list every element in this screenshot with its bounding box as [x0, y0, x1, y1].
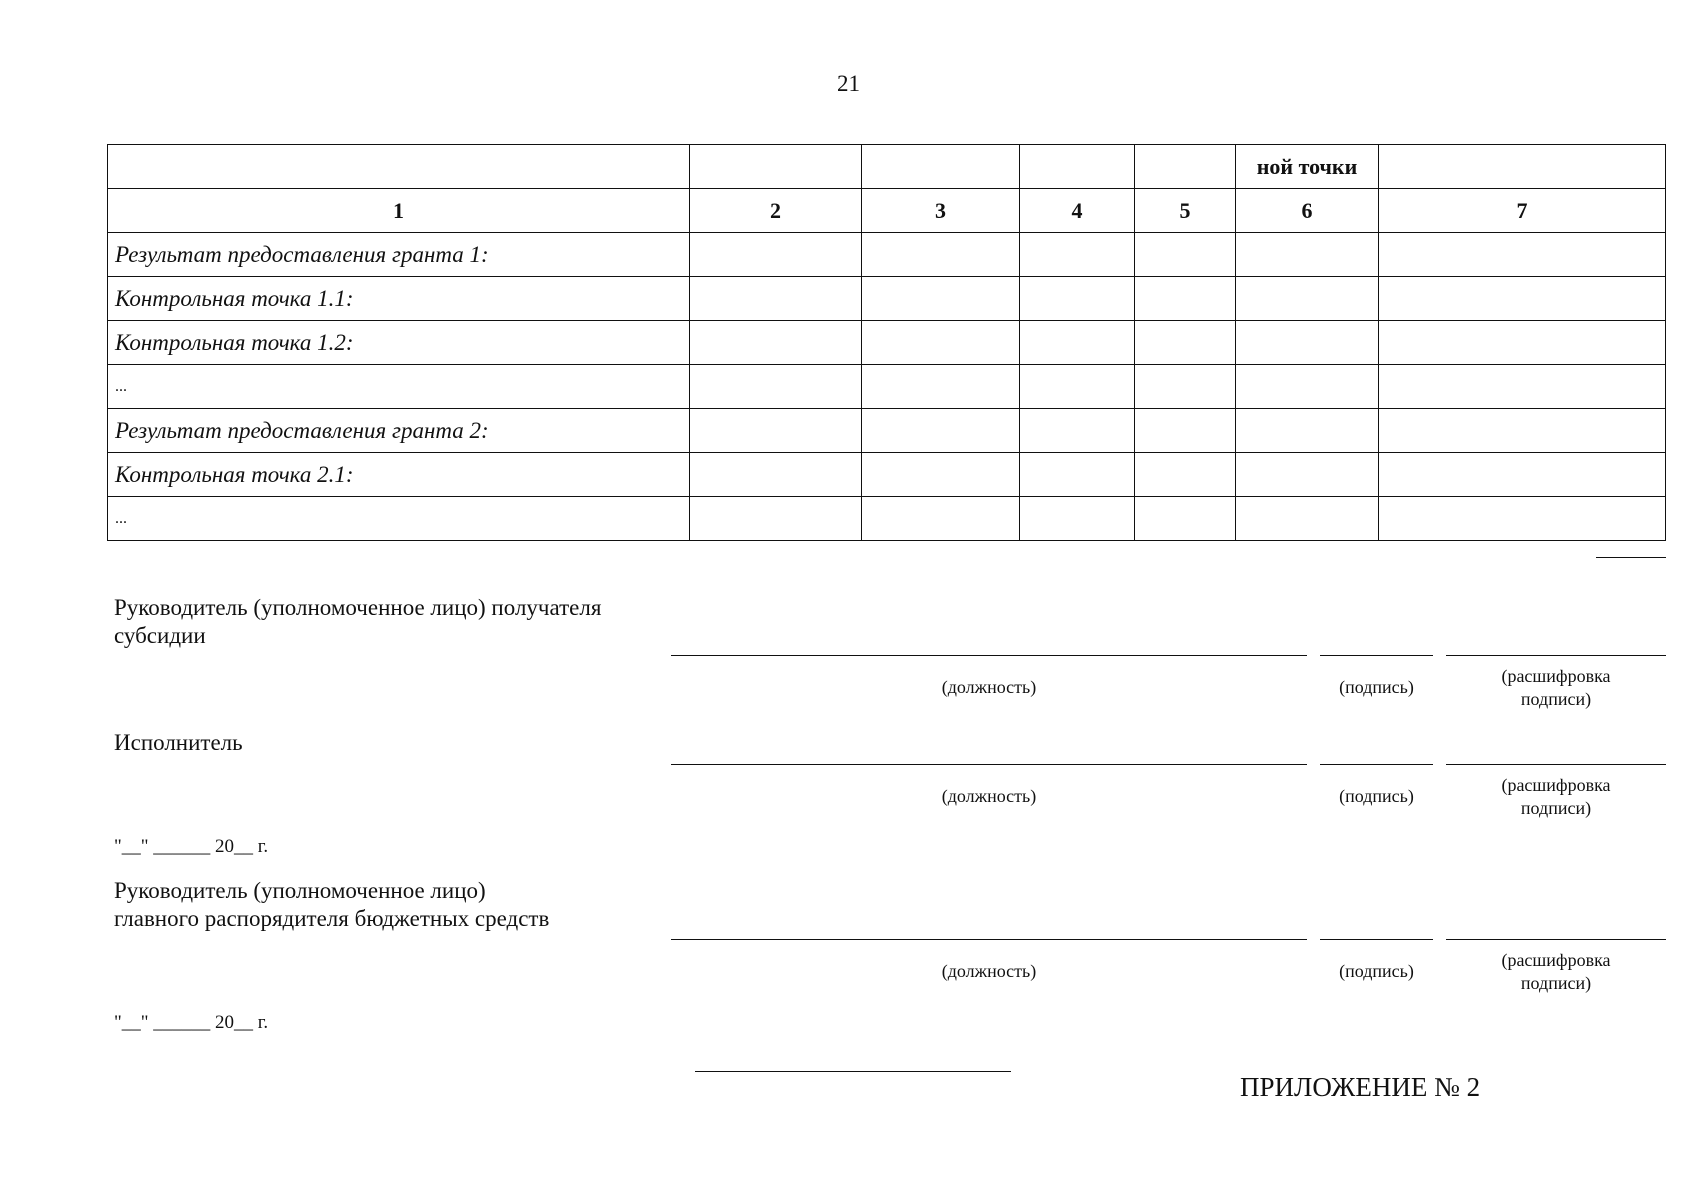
- date-field[interactable]: "__" ______ 20__ г.: [114, 836, 269, 857]
- column-number-cell: 6: [1236, 189, 1379, 233]
- table-cell: [1236, 233, 1379, 277]
- signature-caption: (подпись): [1339, 677, 1414, 697]
- decoding-caption-line2: подписи): [1520, 798, 1592, 818]
- table-cell: [1236, 497, 1379, 541]
- decoding-caption: [1446, 665, 1666, 711]
- report-table: [107, 144, 1666, 541]
- table-cell: [862, 233, 1020, 277]
- table-bottom-rule: [1596, 557, 1666, 558]
- table-cell: [1135, 497, 1236, 541]
- gr-head-label-line2: главного распорядителя бюджетных средств: [114, 906, 550, 931]
- header-cell: ной точки: [1236, 145, 1379, 189]
- table-cell: [862, 453, 1020, 497]
- decoding-caption-line1: (расшифровка: [1501, 775, 1611, 795]
- recipient-head-label-line2: субсидии: [114, 623, 206, 648]
- recipient-head-label-line1: Руководитель (уполномоченное лицо) получателя: [114, 595, 602, 620]
- header-cell: [690, 145, 862, 189]
- control-point-label: Контрольная точка 2.1:: [108, 453, 690, 497]
- table-row: [108, 409, 1666, 453]
- control-point-label: Контрольная точка 1.2:: [108, 321, 690, 365]
- ellipsis-label: ...: [108, 365, 690, 409]
- header-cell: [1020, 145, 1135, 189]
- table-row: [108, 321, 1666, 365]
- signature-caption: (подпись): [1339, 786, 1414, 806]
- gr-head-label: [114, 877, 549, 933]
- table-cell: [862, 409, 1020, 453]
- table-cell: [1135, 409, 1236, 453]
- control-point-label: Контрольная точка 1.1:: [108, 277, 690, 321]
- table-cell: [862, 321, 1020, 365]
- decoding-signature-line[interactable]: [1446, 655, 1666, 656]
- table-cell: [690, 321, 862, 365]
- column-number-row: [108, 189, 1666, 233]
- signature-line[interactable]: [1320, 764, 1433, 765]
- table-cell: [1020, 409, 1135, 453]
- table-row: [108, 233, 1666, 277]
- grant-result-label: Результат предоставления гранта 1:: [108, 233, 690, 277]
- gr-head-label-line1: Руководитель (уполномоченное лицо): [114, 878, 486, 903]
- position-signature-line[interactable]: [671, 655, 1307, 656]
- decoding-caption-line1: (расшифровка: [1501, 950, 1611, 970]
- header-cell: [862, 145, 1020, 189]
- column-number-cell: 3: [862, 189, 1020, 233]
- table-row: [108, 277, 1666, 321]
- table-cell: [1020, 497, 1135, 541]
- executor-label: Исполнитель: [114, 730, 243, 755]
- decoding-caption-line2: подписи): [1520, 973, 1592, 993]
- decoding-signature-line[interactable]: [1446, 764, 1666, 765]
- table-cell: [1379, 497, 1666, 541]
- table-cell: [1020, 453, 1135, 497]
- position-signature-line[interactable]: [671, 764, 1307, 765]
- table-cell: [690, 497, 862, 541]
- decoding-signature-line[interactable]: [1446, 939, 1666, 940]
- table-cell: [1236, 409, 1379, 453]
- table-cell: [1020, 365, 1135, 409]
- position-caption: (должность): [941, 677, 1037, 697]
- signature-caption: (подпись): [1339, 961, 1414, 981]
- decoding-caption: [1446, 949, 1666, 995]
- column-number-cell: 7: [1379, 189, 1666, 233]
- table-cell: [1379, 233, 1666, 277]
- grant-result-label: Результат предоставления гранта 2:: [108, 409, 690, 453]
- decoding-caption: [1446, 774, 1666, 820]
- date-field[interactable]: "__" ______ 20__ г.: [114, 1012, 269, 1033]
- header-cell: [108, 145, 690, 189]
- table-cell: [1135, 321, 1236, 365]
- header-cell: [1135, 145, 1236, 189]
- appendix-title: ПРИЛОЖЕНИЕ № 2: [1240, 1072, 1481, 1102]
- table-cell: [690, 409, 862, 453]
- column-number-cell: 4: [1020, 189, 1135, 233]
- table-cell: [1236, 453, 1379, 497]
- table-cell: [1236, 277, 1379, 321]
- table-cell: [1135, 233, 1236, 277]
- decoding-caption-line1: (расшифровка: [1501, 666, 1611, 686]
- table-row: [108, 365, 1666, 409]
- table-cell: [1379, 277, 1666, 321]
- header-cell: [1379, 145, 1666, 189]
- table-cell: [1135, 277, 1236, 321]
- table-header-row: [108, 145, 1666, 189]
- table-cell: [862, 497, 1020, 541]
- column-number-cell: 5: [1135, 189, 1236, 233]
- page-number: 21: [837, 71, 860, 96]
- table-cell: [862, 365, 1020, 409]
- table-cell: [1236, 321, 1379, 365]
- table-cell: [690, 453, 862, 497]
- table-row: [108, 497, 1666, 541]
- position-caption: (должность): [941, 786, 1037, 806]
- table-cell: [1236, 365, 1379, 409]
- table-cell: [690, 233, 862, 277]
- column-number-cell: 1: [108, 189, 690, 233]
- table-row: [108, 453, 1666, 497]
- table-cell: [690, 277, 862, 321]
- signature-line[interactable]: [1320, 939, 1433, 940]
- table-cell: [1379, 365, 1666, 409]
- signature-line[interactable]: [1320, 655, 1433, 656]
- table-cell: [690, 365, 862, 409]
- table-cell: [862, 277, 1020, 321]
- column-number-cell: 2: [690, 189, 862, 233]
- table-cell: [1379, 409, 1666, 453]
- ellipsis-label: ...: [108, 497, 690, 541]
- table-cell: [1379, 321, 1666, 365]
- table-cell: [1379, 453, 1666, 497]
- decoding-caption-line2: подписи): [1520, 689, 1592, 709]
- table-cell: [1135, 453, 1236, 497]
- table-cell: [1020, 277, 1135, 321]
- table-cell: [1135, 365, 1236, 409]
- table-cell: [1020, 321, 1135, 365]
- section-separator-rule: [695, 1071, 1011, 1072]
- position-caption: (должность): [941, 961, 1037, 981]
- recipient-head-label: [114, 594, 601, 650]
- position-signature-line[interactable]: [671, 939, 1307, 940]
- table-cell: [1020, 233, 1135, 277]
